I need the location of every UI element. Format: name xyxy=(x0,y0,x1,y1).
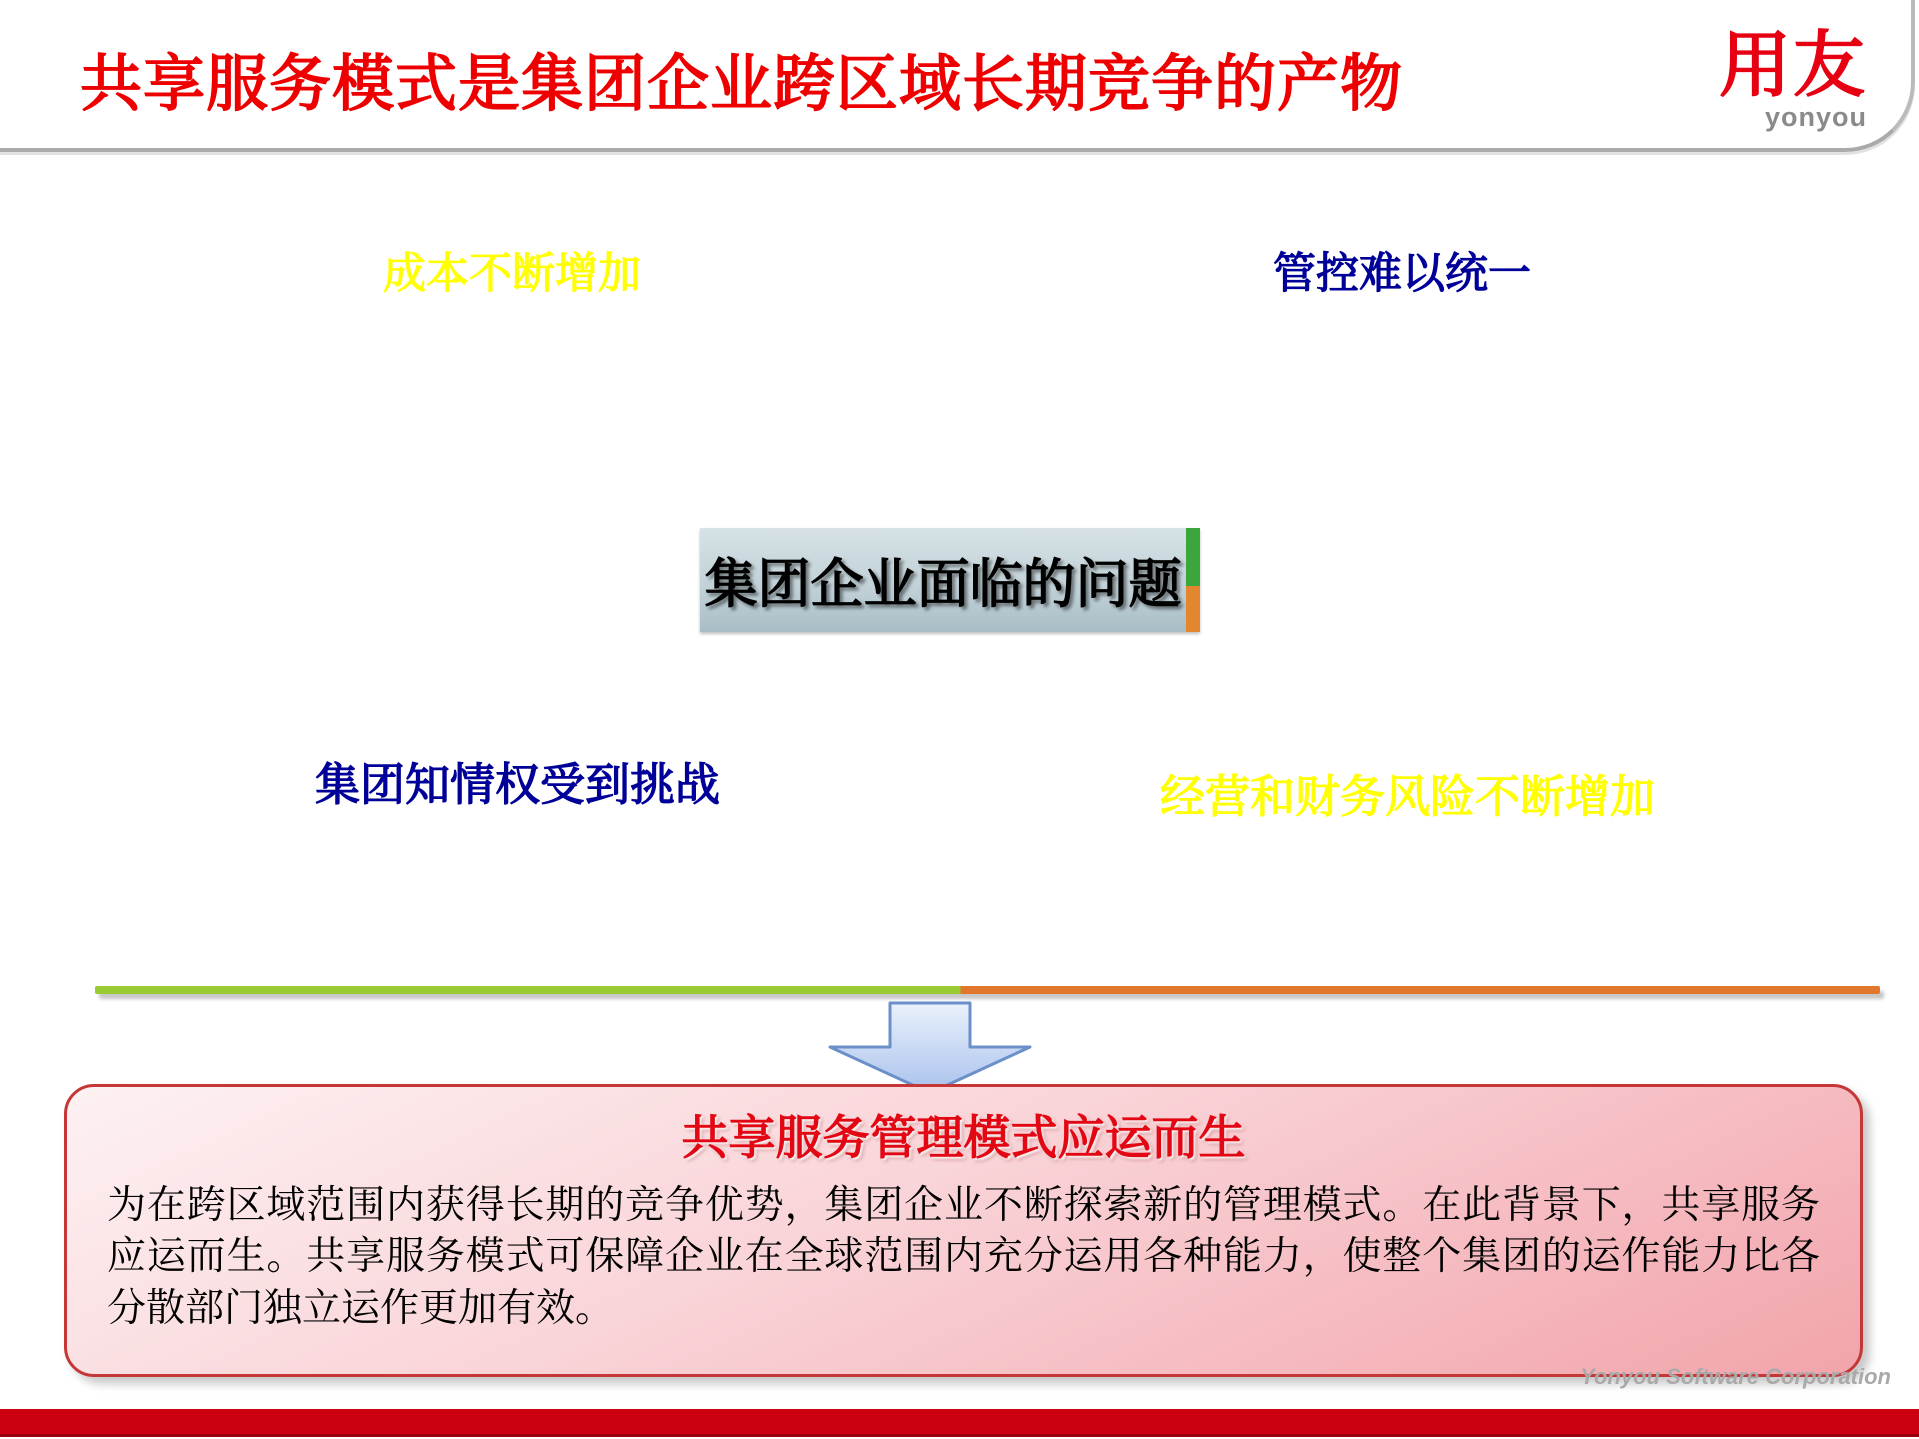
down-arrow-icon xyxy=(828,1001,1032,1095)
problems-center-box xyxy=(700,528,1200,632)
accent-stripe-orange xyxy=(1186,586,1200,632)
header-band xyxy=(0,0,1915,152)
yonyou-logo-en: yonyou xyxy=(1764,102,1867,132)
solution-box xyxy=(64,1084,1863,1377)
footer-company-name: Yonyou Software Corporation xyxy=(1580,1364,1891,1389)
problem-label-information-rights: 集团知情权受到挑战 xyxy=(315,759,721,810)
yonyou-logo-zh: 用友 xyxy=(1718,26,1867,106)
bottom-red-bar xyxy=(0,1409,1919,1437)
solution-title: 共享服务管理模式应运而生 xyxy=(681,1111,1246,1164)
problem-label-risk: 经营和财务风险不断增加 xyxy=(1160,771,1656,822)
page-title: 共享服务模式是集团企业跨区域长期竞争的产物 xyxy=(80,50,1404,119)
yonyou-logo xyxy=(1718,26,1867,132)
problem-label-cost: 成本不断增加 xyxy=(383,250,641,298)
gradient-divider-line xyxy=(95,986,1880,994)
accent-stripe-green xyxy=(1186,528,1200,586)
problems-center-box-label: 集团企业面临的问题 xyxy=(704,555,1182,614)
solution-body-text: 为在跨区域范围内获得长期的竞争优势，集团企业不断探索新的管理模式。在此背景下，共享服务应运而生。共享服务模式可保障企业在全球范围内充分运用各种能力，使整个集团的运作能力比各分散部门独立运作更加有效。 xyxy=(107,1184,1820,1330)
problem-label-control: 管控难以统一 xyxy=(1273,250,1531,298)
accent-stripe xyxy=(1186,528,1200,632)
